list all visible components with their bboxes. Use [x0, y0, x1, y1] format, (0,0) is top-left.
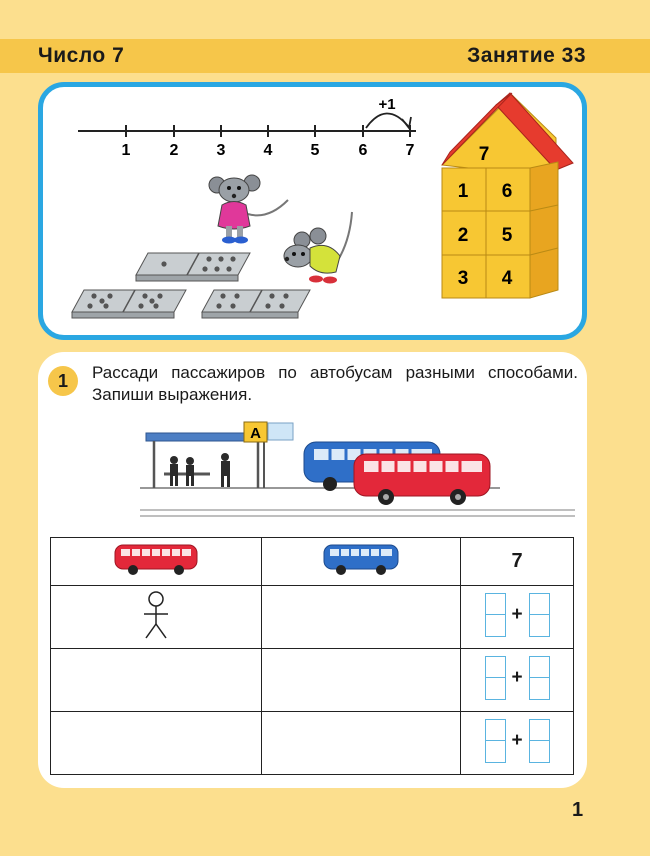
- domino-tile-2: [72, 290, 186, 318]
- table-header-row: [51, 538, 574, 586]
- blue-bus-small-icon: [321, 542, 401, 576]
- waiting-people-icon: [170, 453, 230, 487]
- total-number: 7: [511, 550, 523, 572]
- step-arrow-icon: [402, 117, 411, 128]
- tick-label-7: 7: [405, 142, 415, 159]
- red-bus-passengers-cell[interactable]: [51, 649, 262, 712]
- house-roof-number: 7: [478, 144, 490, 165]
- blue-bus-passengers-cell[interactable]: [261, 649, 461, 712]
- addend-box-right[interactable]: [529, 593, 550, 637]
- house-cell-1-left: 1: [457, 181, 469, 202]
- house-cell-1-right: 6: [501, 181, 513, 202]
- tick-label-2: 2: [169, 142, 179, 159]
- number-line: [78, 96, 416, 159]
- table-row: [51, 586, 574, 649]
- table-row: [51, 712, 574, 775]
- expression-cell: [461, 586, 574, 649]
- red-bus-passengers-cell[interactable]: [51, 586, 262, 649]
- tick-label-5: 5: [310, 142, 320, 159]
- red-bus-passengers-cell[interactable]: [51, 712, 262, 775]
- addend-box-right[interactable]: [529, 719, 550, 763]
- addend-box-left[interactable]: [485, 719, 506, 763]
- topic-title: Число 7: [38, 44, 125, 67]
- plus-sign: +: [511, 729, 523, 751]
- house-cell-2-left: 2: [457, 225, 469, 246]
- header-red-bus-cell: [51, 538, 262, 586]
- header-blue-bus-cell: [261, 538, 461, 586]
- mouse-crouching-icon: [284, 212, 352, 284]
- task-number-badge: 1: [48, 366, 78, 396]
- number-house: [442, 93, 573, 298]
- expression-cell: [461, 712, 574, 775]
- step-label: +1: [378, 96, 396, 113]
- addend-box-left[interactable]: [485, 656, 506, 700]
- bus-stop-scene: [140, 422, 575, 516]
- domino-tile-1: [136, 253, 250, 281]
- answer-table: [50, 537, 574, 775]
- plus-sign: +: [511, 603, 523, 625]
- house-cell-3-left: 3: [457, 268, 469, 289]
- header-total-cell: [461, 538, 574, 586]
- red-bus-small-icon: [111, 542, 201, 576]
- house-cell-3-right: 4: [501, 268, 513, 289]
- expression-cell: [461, 649, 574, 712]
- bus-stop-sign-letter: А: [250, 425, 261, 442]
- tick-label-6: 6: [358, 142, 368, 159]
- addend-box-right[interactable]: [529, 656, 550, 700]
- house-cell-2-right: 5: [501, 225, 513, 246]
- mouse-standing-icon: [209, 175, 288, 244]
- step-arc: [366, 113, 408, 128]
- blue-bus-passengers-cell[interactable]: [261, 586, 461, 649]
- blue-bus-passengers-cell[interactable]: [261, 712, 461, 775]
- tick-label-3: 3: [216, 142, 226, 159]
- tick-label-4: 4: [263, 142, 273, 159]
- domino-tile-3: [202, 290, 310, 318]
- tick-label-1: 1: [121, 142, 131, 159]
- red-bus-icon: [354, 454, 490, 505]
- plus-sign: +: [511, 666, 523, 688]
- lesson-title: Занятие 33: [467, 44, 586, 67]
- addend-box-left[interactable]: [485, 593, 506, 637]
- page-number: 1: [572, 799, 584, 821]
- stick-figure-icon: [141, 590, 171, 640]
- task-instruction: Рассади пассажиров по автобусам разными способами. Запиши выражения.: [92, 363, 578, 404]
- table-row: [51, 649, 574, 712]
